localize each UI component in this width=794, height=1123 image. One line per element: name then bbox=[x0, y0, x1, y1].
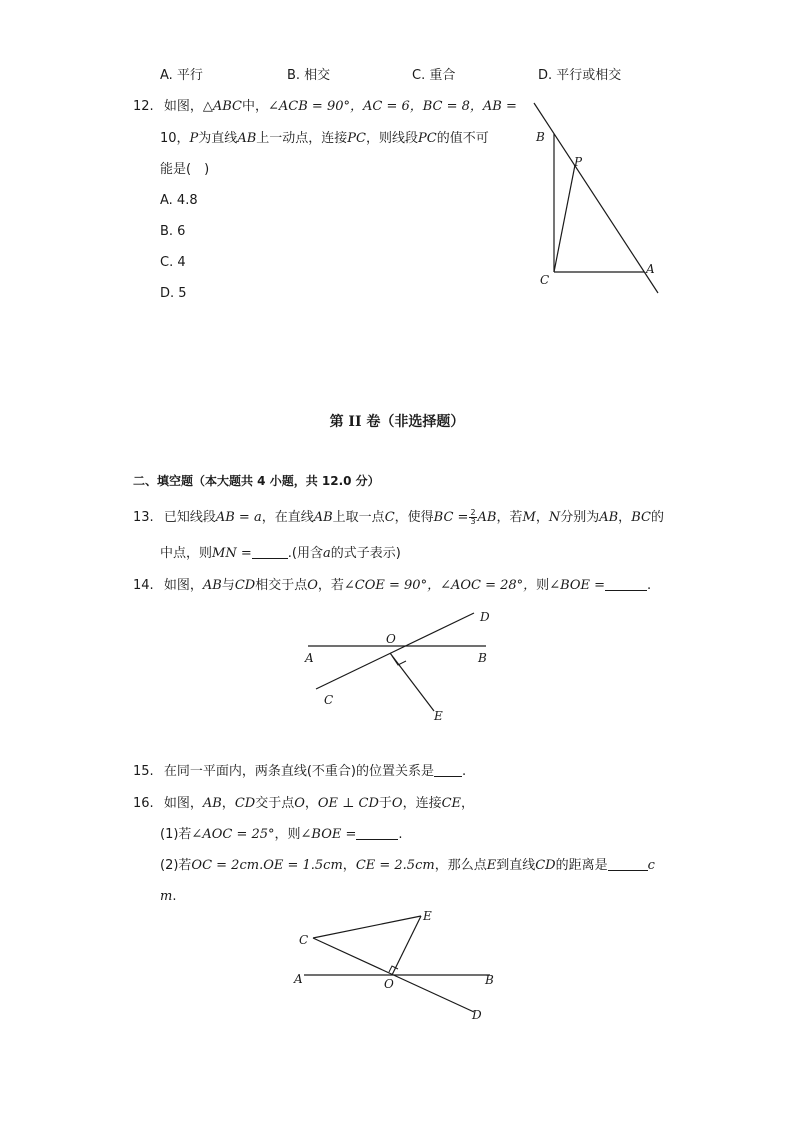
q16-figure bbox=[288, 902, 498, 1024]
q16-part-1: (1)若∠AOC = 25°，则∠BOE = . bbox=[160, 827, 403, 842]
answer-blank bbox=[252, 544, 288, 559]
question-number: 16. bbox=[133, 796, 154, 811]
segment-ce bbox=[313, 916, 421, 938]
label-a: A bbox=[646, 262, 655, 276]
fraction: $\frac{2}{3}$ bbox=[470, 508, 476, 526]
q13-line-2: 中点，则MN = .(用含a的式子表示) bbox=[160, 546, 401, 561]
q12-line-2: 10，P为直线AB上一动点，连接PC，则线段PC的值不可 bbox=[160, 131, 489, 146]
label-a: A bbox=[294, 972, 303, 986]
q12-option-b: B. 6 bbox=[160, 224, 186, 239]
label-o: O bbox=[386, 632, 396, 646]
q12-option-d: D. 5 bbox=[160, 286, 187, 301]
label-a: A bbox=[305, 651, 314, 665]
q16-part-2-wrap: m. bbox=[160, 889, 177, 904]
label-b: B bbox=[485, 973, 494, 987]
q11-option-d: D. 平行或相交 bbox=[538, 68, 622, 83]
q12-line-3: 能是( ) bbox=[160, 162, 210, 177]
q15-line: 15. 在同一平面内，两条直线(不重合)的位置关系是 . bbox=[133, 764, 467, 779]
section-title: 第 II 卷（非选择题） bbox=[329, 414, 465, 430]
label-d: D bbox=[480, 610, 490, 624]
line-cd bbox=[316, 613, 474, 689]
question-number: 12. bbox=[133, 99, 154, 114]
label-c: C bbox=[299, 933, 309, 947]
q11-option-c: C. 重合 bbox=[412, 68, 456, 83]
answer-blank bbox=[434, 762, 462, 777]
answer-blank bbox=[608, 856, 648, 871]
segment-oe bbox=[392, 916, 421, 975]
q11-option-a: A. 平行 bbox=[160, 68, 203, 83]
answer-blank bbox=[605, 576, 647, 591]
q13-line-1: 13. 已知线段AB = a，在直线AB上取一点C，使得BC = $\frac{2}{3}$ AB，若M，N分别为AB，BC的 bbox=[133, 508, 664, 526]
question-number: 13. bbox=[133, 510, 154, 525]
q16-part-2: (2)若OC = 2cm.OE = 1.5cm，CE = 2.5cm，那么点E到直线CD的距离是 c bbox=[160, 858, 655, 873]
label-c: C bbox=[540, 273, 550, 287]
label-e: E bbox=[434, 709, 443, 723]
question-number: 15. bbox=[133, 764, 154, 779]
right-angle-mark bbox=[392, 656, 406, 665]
q12-line-1: 12. 如图，△ABC中，∠ACB = 90°，AC = 6，BC = 8，AB = bbox=[133, 99, 517, 114]
label-d: D bbox=[472, 1008, 482, 1022]
q14-figure bbox=[296, 605, 496, 727]
part-header: 二、填空题（本大题共 4 小题，共 12.0 分） bbox=[133, 474, 380, 488]
q16-line-1: 16. 如图，AB，CD交于点O，OE ⊥ CD于O，连接CE， bbox=[133, 796, 475, 811]
label-o: O bbox=[384, 977, 394, 991]
label-b: B bbox=[478, 651, 487, 665]
line-ab bbox=[534, 103, 658, 293]
label-e: E bbox=[423, 909, 432, 923]
q11-option-b: B. 相交 bbox=[287, 68, 331, 83]
q12-triangle-figure bbox=[520, 95, 670, 300]
question-number: 14. bbox=[133, 578, 154, 593]
q14-line-1: 14. 如图，AB与CD相交于点O，若∠COE = 90°，∠AOC = 28°，则∠BOE = . bbox=[133, 578, 652, 593]
label-p: P bbox=[574, 155, 583, 169]
q12-option-a: A. 4.8 bbox=[160, 193, 198, 208]
label-c: C bbox=[324, 693, 334, 707]
q12-option-c: C. 4 bbox=[160, 255, 186, 270]
label-b: B bbox=[536, 130, 545, 144]
segment-pc bbox=[554, 165, 575, 272]
answer-blank bbox=[356, 825, 398, 840]
ray-oe bbox=[390, 653, 434, 711]
